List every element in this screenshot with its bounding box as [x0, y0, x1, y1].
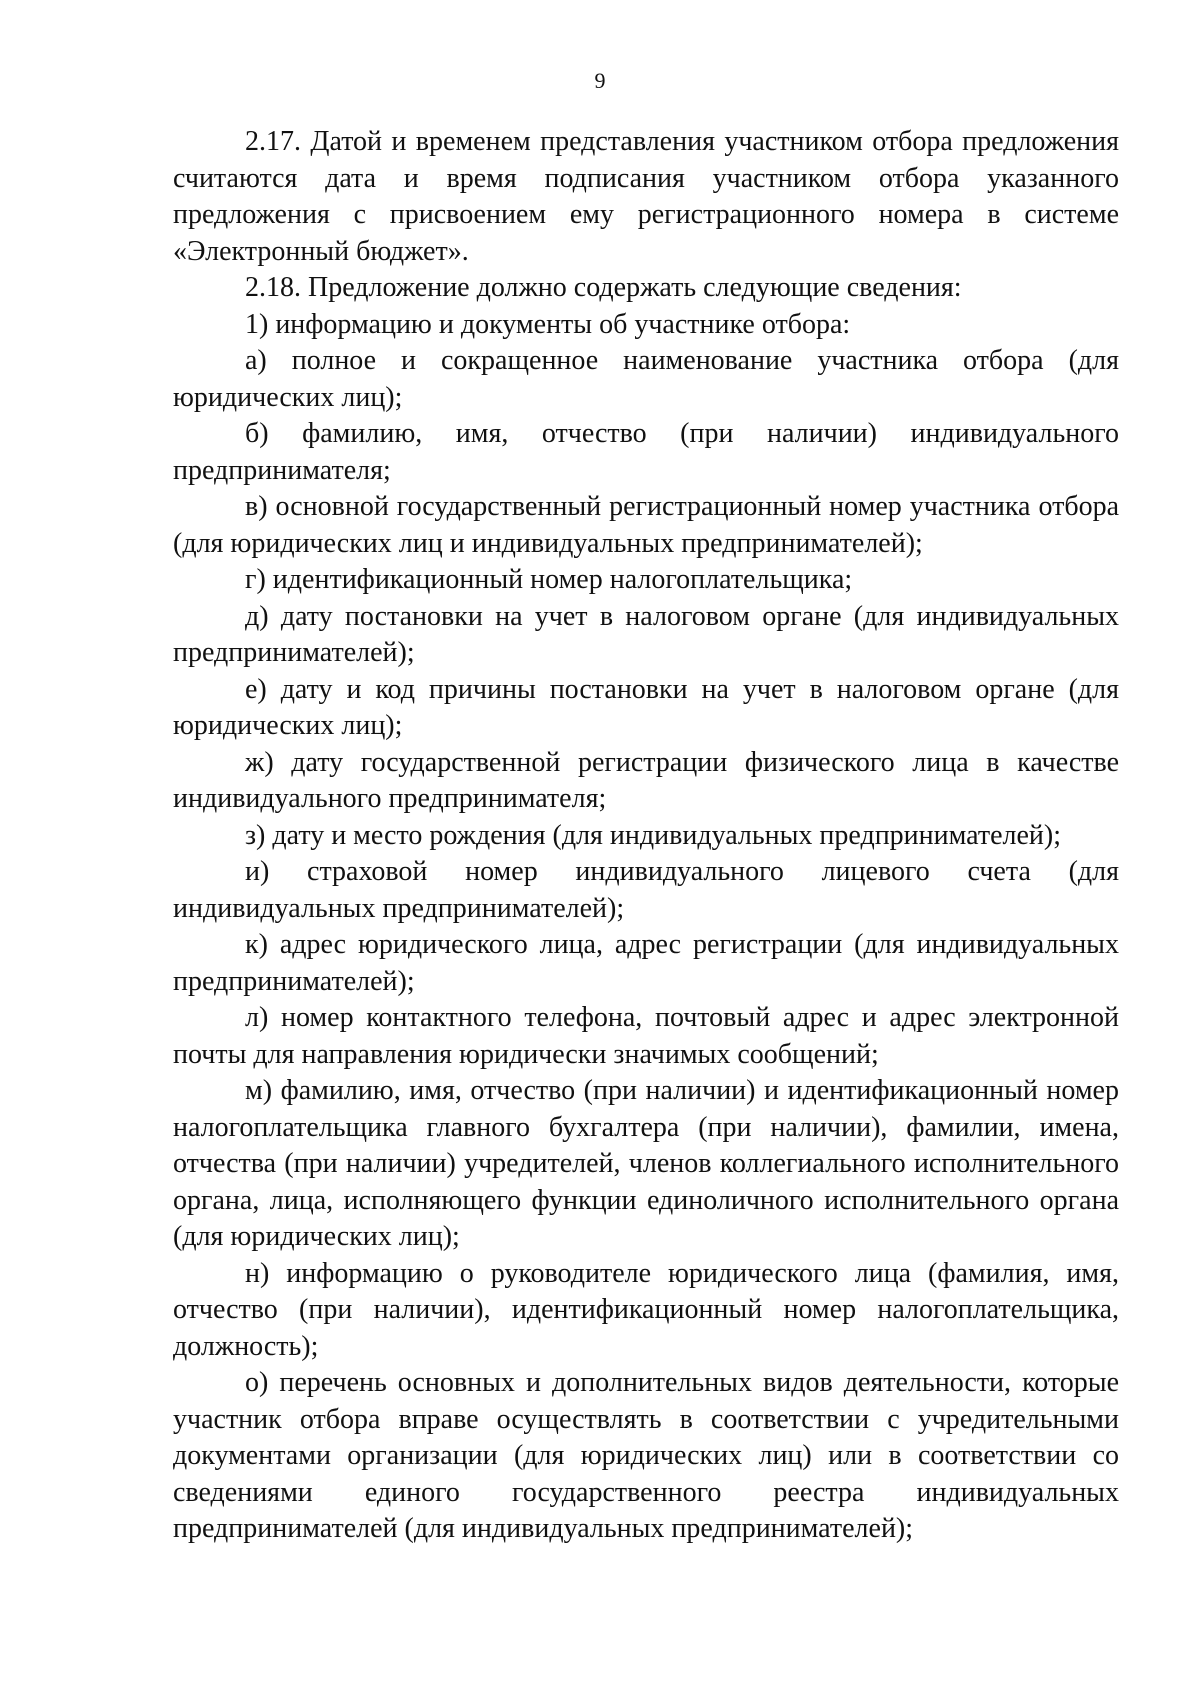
- list-item-e: е) дату и код причины постановки на учет в налоговом органе (для юридических лиц);: [173, 673, 1119, 741]
- list-item-i: и) страховой номер индивидуального лицевого счета (для индивидуальных предпринимателей);: [173, 856, 1119, 924]
- list-item-z: з) дату и место рождения (для индивидуальных предпринимателей);: [245, 819, 1062, 851]
- list-item-g: г) идентификационный номер налогоплательщика;: [245, 564, 853, 595]
- list-item-1: 1) информацию и документы об участнике отбора:: [245, 308, 851, 340]
- list-item-b: б) фамилию, имя, отчество (при наличии) индивидуального предпринимателя;: [173, 418, 1119, 486]
- list-item-n: н) информацию о руководителе юридического лица (фамилия, имя, отчество (при наличии), идентификационный номер налогоплательщика, должность);: [173, 1257, 1119, 1362]
- paragraph-2-17: 2.17. Датой и временем представления участником отбора предложения считаются дата и время подписания участником отбора указанного предложения с присвоением ему регистрационного номера в системе «Электронный бюджет».: [173, 126, 1119, 267]
- list-item-m: м) фамилию, имя, отчество (при наличии) и идентификационный номер налогоплательщика главного бухгалтера (при наличии), фамилии, имена, отчества (при наличии) учредителей, членов коллегиального исполнительного органа, лица, исполняющего функции единоличного исполнительного органа (для юридических лиц);: [173, 1075, 1119, 1252]
- document-body: [173, 124, 1119, 1548]
- list-item-v: в) основной государственный регистрационный номер участника отбора (для юридических лиц и индивидуальных предпринимателей);: [173, 491, 1119, 559]
- list-item-o: о) перечень основных и дополнительных видов деятельности, которые участник отбора вправе осуществлять в соответствии с учредительными документами организации (для юридических лиц) или в соответствии со сведениями единого государственного реестра индивидуальных предпринимателей (для индивидуальных предпринимателей);: [173, 1367, 1119, 1544]
- list-item-zh: ж) дату государственной регистрации физического лица в качестве индивидуального предпринимателя;: [173, 746, 1119, 814]
- page-number: 9: [594, 68, 606, 93]
- list-item-k: к) адрес юридического лица, адрес регистрации (для индивидуальных предпринимателей);: [173, 929, 1119, 997]
- paragraph-2-18: 2.18. Предложение должно содержать следующие сведения:: [245, 272, 962, 303]
- list-item-l: л) номер контактного телефона, почтовый адрес и адрес электронной почты для направления юридически значимых сообщений;: [173, 1002, 1119, 1070]
- list-item-d: д) дату постановки на учет в налоговом органе (для индивидуальных предпринимателей);: [173, 600, 1119, 668]
- list-item-a: а) полное и сокращенное наименование участника отбора (для юридических лиц);: [173, 345, 1119, 413]
